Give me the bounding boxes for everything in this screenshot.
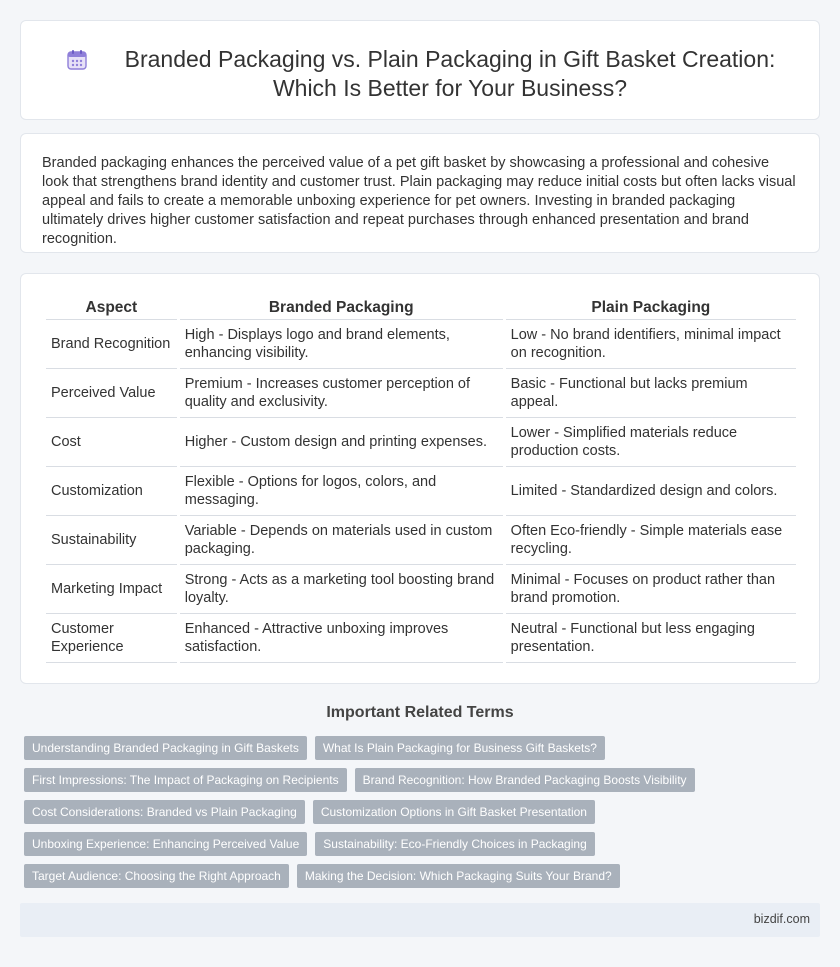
related-term-tag[interactable]: First Impressions: The Impact of Packaging on Recipients <box>24 768 347 792</box>
intro-paragraph: Branded packaging enhances the perceived value of a pet gift basket by showcasing a professional and cohesive look that strengthens brand identity and customer trust. Plain packaging may reduce initial costs but often lacks visual appeal and fails to create a memorable unboxing experience for pet owners. Investing in branded packaging ultimately drives higher customer satisfaction and repeat purchases through enhanced presentation and brand recognition. <box>42 155 796 247</box>
table-header-row <box>46 296 796 320</box>
site-name[interactable]: bizdif.com <box>753 912 810 926</box>
intro-card <box>20 133 820 253</box>
tag-row <box>20 864 800 896</box>
header-aspect: Aspect <box>46 296 177 320</box>
table-row <box>46 418 796 467</box>
table-row <box>46 614 796 663</box>
title-card <box>20 20 820 120</box>
page-title: Branded Packaging vs. Plain Packaging in Gift Basket Creation: Which Is Better for Your Business? <box>124 46 776 101</box>
branded-cell: Variable - Depends on materials used in custom packaging. <box>180 516 503 565</box>
branded-cell: High - Displays logo and brand elements, enhancing visibility. <box>180 320 503 369</box>
table-row <box>46 467 796 516</box>
header-branded: Branded Packaging <box>180 296 503 320</box>
branded-cell: Higher - Custom design and printing expenses. <box>180 418 503 467</box>
related-term-tag[interactable]: Sustainability: Eco-Friendly Choices in Packaging <box>315 832 594 856</box>
branded-cell: Strong - Acts as a marketing tool boosting brand loyalty. <box>180 565 503 614</box>
tag-row <box>20 832 800 864</box>
plain-cell: Lower - Simplified materials reduce production costs. <box>506 418 796 467</box>
related-term-tag[interactable]: Making the Decision: Which Packaging Suits Your Brand? <box>297 864 620 888</box>
related-term-tag[interactable]: Unboxing Experience: Enhancing Perceived Value <box>24 832 307 856</box>
plain-cell: Neutral - Functional but less engaging presentation. <box>506 614 796 663</box>
table-row <box>46 320 796 369</box>
tag-row <box>20 768 800 800</box>
plain-cell: Limited - Standardized design and colors. <box>506 467 796 516</box>
related-term-tag[interactable]: Customization Options in Gift Basket Presentation <box>313 800 595 824</box>
aspect-cell: Brand Recognition <box>46 320 177 369</box>
plain-cell: Low - No brand identifiers, minimal impact on recognition. <box>506 320 796 369</box>
header-plain: Plain Packaging <box>506 296 796 320</box>
tag-row <box>20 800 800 832</box>
branded-cell: Enhanced - Attractive unboxing improves satisfaction. <box>180 614 503 663</box>
aspect-cell: Customer Experience <box>46 614 177 663</box>
plain-cell: Basic - Functional but lacks premium appeal. <box>506 369 796 418</box>
plain-cell: Minimal - Focuses on product rather than brand promotion. <box>506 565 796 614</box>
branded-cell: Flexible - Options for logos, colors, and messaging. <box>180 467 503 516</box>
related-term-tag[interactable]: Target Audience: Choosing the Right Approach <box>24 864 289 888</box>
related-term-tag[interactable]: Cost Considerations: Branded vs Plain Packaging <box>24 800 305 824</box>
aspect-cell: Sustainability <box>46 516 177 565</box>
aspect-cell: Marketing Impact <box>46 565 177 614</box>
table-row <box>46 369 796 418</box>
table-row <box>46 516 796 565</box>
tag-row <box>20 736 800 768</box>
comparison-table-card <box>20 273 820 684</box>
related-terms-heading: Important Related Terms <box>326 704 514 721</box>
aspect-cell: Perceived Value <box>46 369 177 418</box>
branded-cell: Premium - Increases customer perception of quality and exclusivity. <box>180 369 503 418</box>
table-row <box>46 565 796 614</box>
plain-cell: Often Eco-friendly - Simple materials ease recycling. <box>506 516 796 565</box>
aspect-cell: Cost <box>46 418 177 467</box>
related-term-tag[interactable]: Brand Recognition: How Branded Packaging Boosts Visibility <box>355 768 695 792</box>
related-terms-list <box>20 736 800 896</box>
related-term-tag[interactable]: Understanding Branded Packaging in Gift Baskets <box>24 736 307 760</box>
related-term-tag[interactable]: What Is Plain Packaging for Business Gift Baskets? <box>315 736 605 760</box>
footer <box>20 903 820 937</box>
comparison-table <box>43 296 799 663</box>
aspect-cell: Customization <box>46 467 177 516</box>
